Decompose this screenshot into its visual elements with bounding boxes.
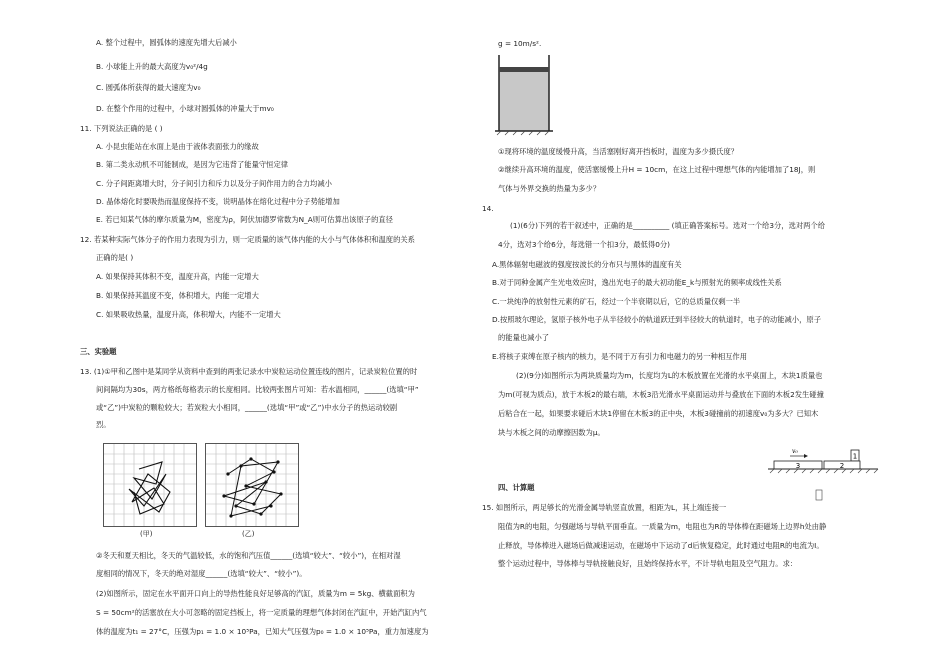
q14-option-d: D.按照玻尔理论，氢原子核外电子从半径较小的轨道跃迁到半径较大的轨道时，电子的动能减小，原子 xyxy=(492,315,821,324)
block-1-label: 1 xyxy=(852,452,858,461)
q12-stem-line2: 正确的是( ) xyxy=(96,253,134,262)
velocity-label: v₀ xyxy=(792,448,798,455)
figure-jia-caption: (甲) xyxy=(140,530,153,538)
board-figure xyxy=(768,448,880,504)
board-3-label: 3 xyxy=(795,462,801,470)
q13-cont-line3: (2)如图所示，固定在水平面开口向上的导热性能良好足够高的汽缸，质量为m = 5kg、横截面积为 xyxy=(96,589,415,598)
figure-jia xyxy=(103,443,197,527)
q11-option-b: B. 第二类永动机不可能制成，是因为它违背了能量守恒定律 xyxy=(96,160,289,169)
q12-option-b: B. 如果保持其温度不变，体积增大，内能一定增大 xyxy=(96,291,259,300)
q13-line1: 13. (1)①甲和乙图中是某同学从资料中查到的两张记录水中炭粒运动位置连线的图片，记录炭粒位置的时 xyxy=(80,367,418,376)
q11-stem: 11. 下列说法正确的是 ( ) xyxy=(80,124,163,133)
figure-yi-drawing xyxy=(206,444,298,526)
q14-part2-line4: 块与木板之间的动摩擦因数为μ。 xyxy=(498,428,605,437)
q10-option-b: B. 小球能上升的最大高度为v₀²/4g xyxy=(96,62,208,71)
figure-yi xyxy=(205,443,299,527)
q14-part1-line2: 4分，选对3个给6分，每选错一个扣3分，最低得0分) xyxy=(498,240,670,249)
board-2-label: 2 xyxy=(839,462,845,470)
piston xyxy=(499,67,549,72)
q14-part1-line1: (1)(6分)下列的若干叙述中，正确的是__________ (填正确答案标号。选对一个给3分，选对两个给 xyxy=(510,221,826,230)
cylinder-figure xyxy=(495,55,555,137)
q13-cont-line1: ②冬天和夏天相比，冬天的气温较低，水的饱和汽压值______(选填“较大”、“较小”)，在相对湿 xyxy=(96,551,401,560)
q14-option-b: B.对于同种金属产生光电效应时，逸出光电子的最大初动能E_k与照射光的频率成线性关系 xyxy=(492,278,782,287)
q13-cont-line4: S = 50cm²的活塞放在大小可忽略的固定挡板上，将一定质量的理想气体封闭在汽缸中，开始汽缸内气 xyxy=(96,608,427,617)
q13-sub2: ②继续升高环境的温度，使活塞缓慢上升H = 10cm，在这上过程中理想气体的内能增加了18J，则 xyxy=(498,165,816,174)
q14-option-c: C.一块纯净的放射性元素的矿石，经过一个半衰期以后，它的总质量仅剩一半 xyxy=(492,297,741,306)
q14-part2-line3: 后粘合在一起，如果要求碰后木块1停留在木板3的正中央，木板3碰撞前的初速度v₀为多大？已知木 xyxy=(498,409,819,418)
section-experiment-heading: 三、实验题 xyxy=(80,347,117,356)
q14-option-e: E.将核子束缚在原子核内的核力，是不同于万有引力和电磁力的另一种相互作用 xyxy=(492,352,748,361)
q12-stem-line1: 12. 若某种实际气体分子的作用力表现为引力，则一定质量的该气体内能的大小与气体体积和温度的关系 xyxy=(80,235,415,244)
q13-line2: 间间隔均为30s，两方格纸每格表示的长度相同。比较两张图片可知：若水温相同，______(选填“甲” xyxy=(96,385,419,394)
q13-sub1: ①现将环境的温度缓慢升高，当活塞刚好离开挡板时，温度为多少摄氏度？ xyxy=(498,147,739,156)
q14-option-a: A.黑体辐射电磁波的强度按波长的分布只与黑体的温度有关 xyxy=(492,260,682,269)
figure-marker xyxy=(816,490,822,500)
figure-jia-drawing xyxy=(104,444,196,526)
q14-part2-line2: 为m(可视为质点)，放于木板2的最右端，木板3沿光滑水平桌面运动并与叠放在下面的木板2发生碰撞 xyxy=(498,390,824,399)
q10-option-c: C. 圆弧体所获得的最大速度为v₀ xyxy=(96,83,201,92)
q11-option-a: A. 小昆虫能站在水面上是由于液体表面张力的缘故 xyxy=(96,142,259,151)
q11-option-e: E. 若已知某气体的摩尔质量为M，密度为ρ，阿伏加德罗常数为N_A则可估算出该原子的直径 xyxy=(96,215,393,224)
q10-option-a: A. 整个过程中，圆弧体的速度先增大后减小 xyxy=(96,38,237,47)
q15-line2: 阻值为R的电阻，匀强磁场与导轨平面垂直。一质量为m，电阻也为R的导体棒在距磁场上边界h处由静 xyxy=(498,522,827,531)
q15-line3: 止释放，导体棒进入磁场后做减速运动，在磁场中下运动了d后恢复稳定，此时通过电阻R的电流为I。 xyxy=(498,541,824,550)
q15-line1: 15. 如图所示，两足够长的光滑金属导轨竖直放置，相距为L，其上端连接一 xyxy=(482,503,727,512)
figure-yi-caption: (乙) xyxy=(242,530,255,538)
q10-option-d: D. 在整个作用的过程中，小球对圆弧体的冲量大于mv₀ xyxy=(96,104,274,113)
q14-number: 14. xyxy=(482,204,494,213)
q12-option-a: A. 如果保持其体积不变，温度升高，内能一定增大 xyxy=(96,272,259,281)
q11-option-d: D. 晶体熔化时要吸热而温度保持不变，说明晶体在熔化过程中分子势能增加 xyxy=(96,197,340,206)
q13-line4: 烈。 xyxy=(96,420,111,429)
q12-option-c: C. 如果吸收热量，温度升高，体积增大，内能不一定增大 xyxy=(96,310,281,319)
q15-line4: 整个运动过程中，导体棒与导轨接触良好，且始终保持水平，不计导轨电阻及空气阻力。求： xyxy=(498,559,798,568)
q13-line3: 或“乙”)中炭粒的颗粒较大；若炭粒大小相同，______(选填“甲”或“乙”)中水分子的热运动较剧 xyxy=(96,403,398,412)
q13-cont-line2: 度相同的情况下，冬天的绝对湿度______(选填“较大”、“较小”)。 xyxy=(96,569,307,578)
section-calc-heading: 四、计算题 xyxy=(498,483,535,492)
q13-sub3: 气体与外界交换的热量为多少？ xyxy=(498,184,601,193)
gas-region xyxy=(499,71,549,131)
q14-part2-line1: (2)(9分)如图所示为两块质量均为m，长度均为L的木板放置在光滑的水平桌面上，木块1质量也 xyxy=(516,371,823,380)
gravity-value: g = 10m/s². xyxy=(498,39,542,48)
q11-option-c: C. 分子间距离增大时，分子间引力和斥力以及分子间作用力的合力均减小 xyxy=(96,179,332,188)
q13-cont-line5: 体的温度为t₁ = 27°C，压强为p₁ = 1.0 × 10⁵Pa，已知大气压强为p₀ = 1.0 × 10⁵Pa，重力加速度为 xyxy=(96,627,429,636)
q14-option-d-cont: 的能量也减小了 xyxy=(498,333,550,342)
